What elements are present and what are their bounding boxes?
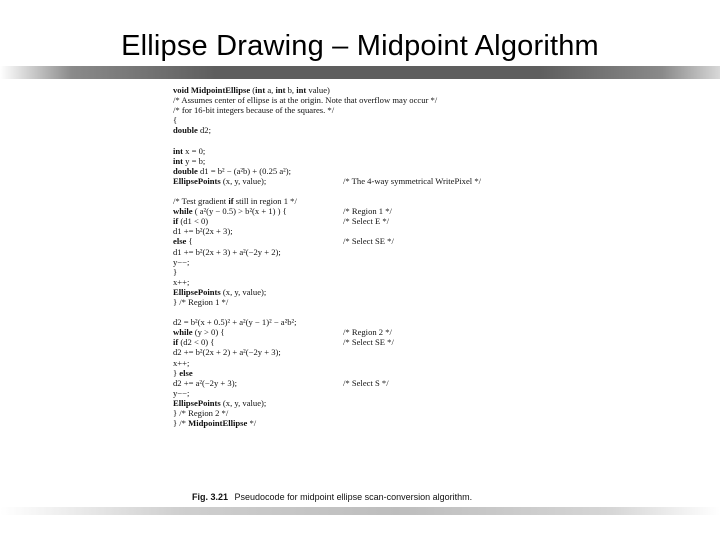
pseudocode-listing [173, 85, 518, 428]
code-line [173, 176, 518, 186]
code-line [173, 226, 518, 236]
code-line [173, 105, 518, 115]
code-line [173, 247, 518, 257]
code-text: EllipsePoints (x, y, value); [173, 286, 267, 297]
figure-caption [192, 492, 522, 502]
code-comment: /* Select SE */ [343, 337, 394, 348]
code-text: if (d1 < 0) [173, 216, 209, 227]
code-text: int y = b; [173, 155, 206, 166]
code-line [173, 196, 518, 206]
code-text: double d1 = b² − (a²b) + (0.25 a²); [173, 165, 291, 176]
code-comment: /* Select SE */ [343, 236, 394, 247]
code-text: y−−; [173, 256, 190, 267]
code-line [173, 327, 518, 337]
code-line [173, 418, 518, 428]
code-text: d2 = b²(x + 0.5)² + a²(y − 1)² − a²b²; [173, 317, 297, 328]
code-text: d1 += b²(2x + 3) + a²(−2y + 2); [173, 246, 281, 257]
code-text: double d2; [173, 125, 211, 136]
code-comment: /* Region 1 */ [343, 206, 392, 217]
code-line [173, 85, 518, 95]
code-line [173, 398, 518, 408]
code-line [173, 347, 518, 357]
code-line [173, 186, 518, 196]
code-line [173, 125, 518, 135]
code-line [173, 216, 518, 226]
code-comment: /* Region 2 */ [343, 327, 392, 338]
code-text: EllipsePoints (x, y, value); [173, 397, 267, 408]
code-line [173, 358, 518, 368]
code-text: } /* MidpointEllipse */ [173, 418, 257, 429]
code-line [173, 95, 518, 105]
code-line [173, 337, 518, 347]
title-divider-bar [0, 66, 720, 79]
code-text: while ( a²(y − 0.5) > b²(x + 1) ) { [173, 206, 287, 217]
code-line [173, 317, 518, 327]
code-line [173, 206, 518, 216]
code-line [173, 307, 518, 317]
code-text: while (y > 0) { [173, 327, 225, 338]
figure-caption-label: Fig. 3.21 [192, 492, 229, 502]
code-line [173, 115, 518, 125]
code-line [173, 267, 518, 277]
code-line [173, 368, 518, 378]
code-text: y−−; [173, 387, 190, 398]
code-line [173, 135, 518, 145]
code-line [173, 297, 518, 307]
code-comment: /* The 4-way symmetrical WritePixel */ [343, 175, 481, 186]
code-text: void MidpointEllipse (int a, int b, int value) [173, 85, 330, 95]
code-text: x++; [173, 357, 190, 368]
code-text: /* for 16-bit integers because of the squares. */ [173, 105, 335, 116]
code-comment: /* Select S */ [343, 377, 389, 388]
code-line [173, 287, 518, 297]
code-text: d2 += a²(−2y + 3); [173, 377, 237, 388]
code-line [173, 388, 518, 398]
code-line [173, 257, 518, 267]
code-line [173, 277, 518, 287]
code-text: /* Assumes center of ellipse is at the origin. Note that overflow may occur */ [173, 95, 438, 106]
code-line [173, 156, 518, 166]
code-text: } else [173, 367, 193, 378]
code-text: } [173, 266, 178, 277]
code-text: /* Test gradient if still in region 1 */ [173, 196, 297, 207]
figure-caption-text: Pseudocode for midpoint ellipse scan-conversion algorithm. [234, 492, 473, 502]
code-text: int x = 0; [173, 145, 206, 156]
code-text: } /* Region 2 */ [173, 408, 229, 418]
code-text: d2 += b²(2x + 2) + a²(−2y + 3); [173, 347, 281, 358]
code-text: if (d2 < 0) { [173, 337, 215, 348]
code-text: d1 += b²(2x + 3); [173, 226, 233, 237]
bottom-divider-bar [0, 507, 720, 515]
code-text: EllipsePoints (x, y, value); [173, 175, 267, 186]
code-text: } /* Region 1 */ [173, 296, 229, 307]
code-text: x++; [173, 276, 190, 287]
code-text: { [173, 115, 178, 126]
code-line [173, 146, 518, 156]
pseudocode-figure [164, 79, 520, 515]
slide-title: Ellipse Drawing – Midpoint Algorithm [121, 30, 599, 62]
code-line [173, 378, 518, 388]
code-line [173, 166, 518, 176]
code-comment: /* Select E */ [343, 216, 390, 227]
code-line [173, 236, 518, 246]
code-text: else { [173, 236, 193, 247]
code-line [173, 408, 518, 418]
